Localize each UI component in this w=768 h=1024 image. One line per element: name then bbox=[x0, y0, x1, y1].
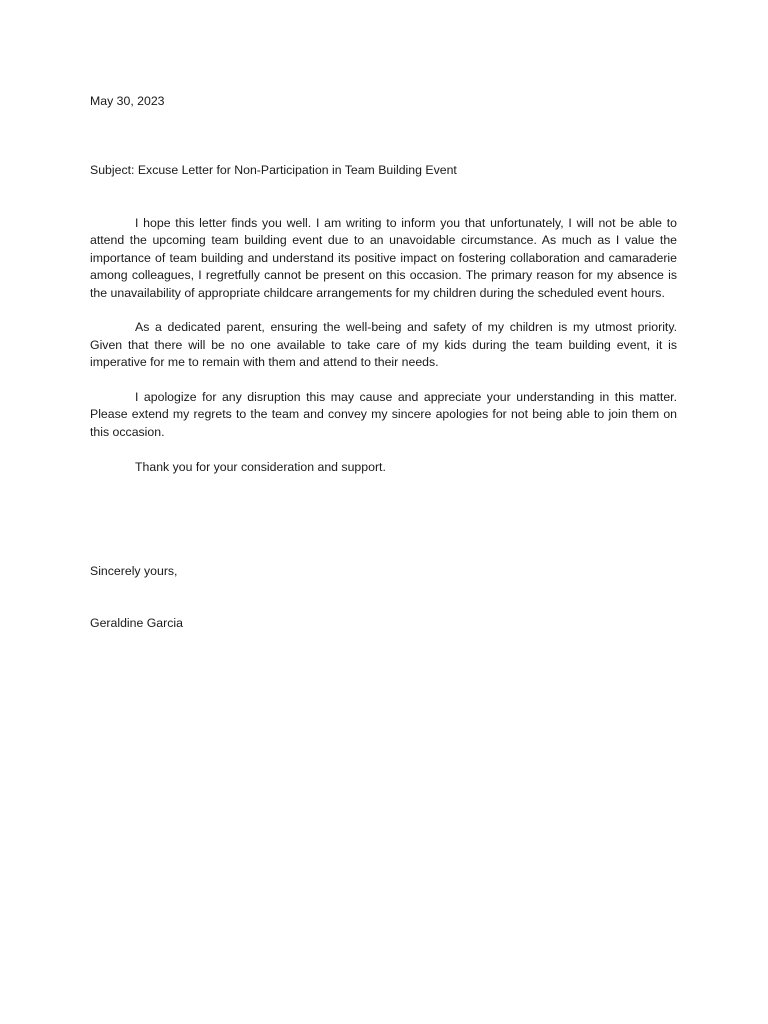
body-paragraph-1: I hope this letter finds you well. I am writing to inform you that unfortunately, I will not be able to attend the upcoming team building event due to an unavoidable circumstance. As much as I value the importance of team building and understand its positive impact on fostering collaboration and camaraderie among colleagues, I regretfully cannot be present on this occasion. The primary reason for my absence is the unavailability of appropriate childcare arrangements for my children during the scheduled event hours. bbox=[90, 216, 677, 300]
letter-closing: Sincerely yours, bbox=[90, 564, 178, 578]
letter-subject: Subject: Excuse Letter for Non-Participation in Team Building Event bbox=[90, 163, 457, 177]
body-paragraph-2: As a dedicated parent, ensuring the well-being and safety of my children is my utmost priority. Given that there will be no one available to take care of my kids during the team building event, it is imperative for me to remain with them and attend to their needs. bbox=[90, 320, 677, 370]
letter-body bbox=[90, 215, 677, 493]
letter-date: May 30, 2023 bbox=[90, 94, 165, 108]
body-paragraph-3: I apologize for any disruption this may cause and appreciate your understanding in this matter. Please extend my regrets to the team and convey my sincere apologies for not being able to join them on this occasion. bbox=[90, 390, 677, 439]
letter-signature: Geraldine Garcia bbox=[90, 616, 183, 630]
body-paragraph-4: Thank you for your consideration and support. bbox=[135, 459, 386, 474]
